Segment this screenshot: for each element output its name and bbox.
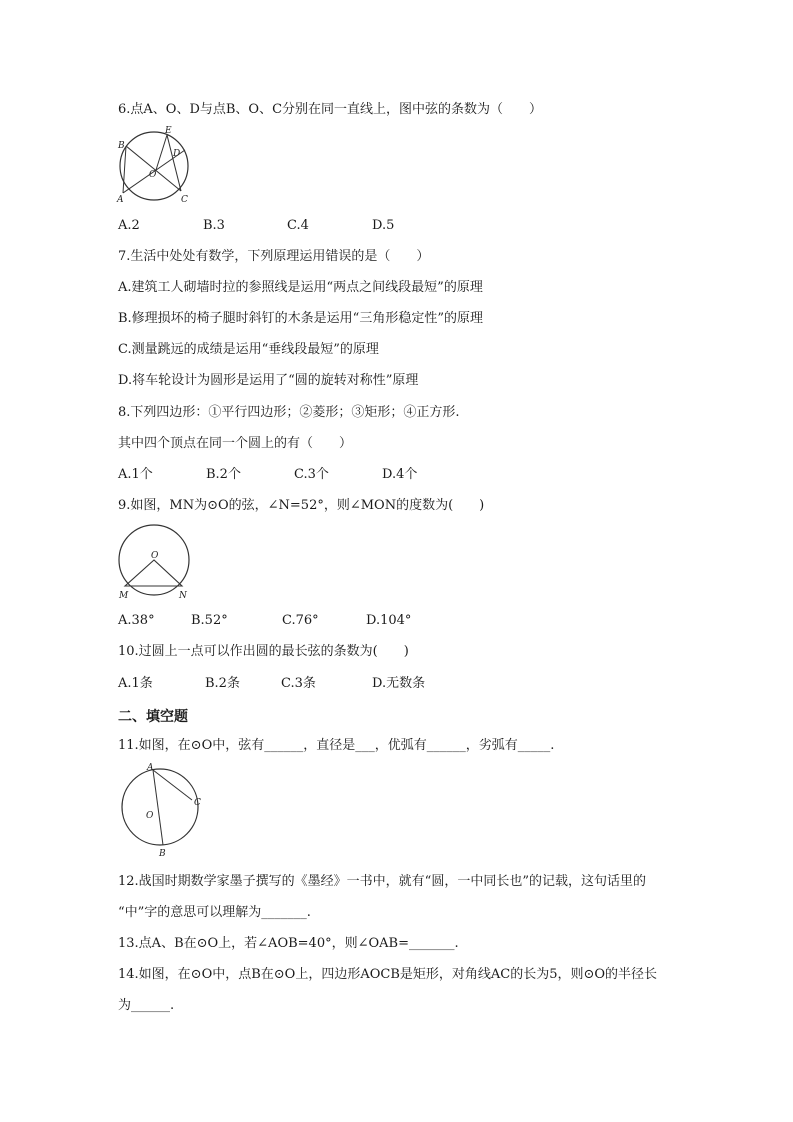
q6-segment-eo [156,135,167,170]
q9-option-c: C.76° [282,613,319,628]
q6-option-d: D.5 [372,218,395,233]
section-fill-in-title: 二、填空题 [118,709,188,725]
q9-option-d: D.104° [366,613,412,628]
q9-label-o: O [151,551,159,561]
q7-option-b: B.修理损坏的椅子腿时斜钉的木条是运用“三角形稳定性”的原理 [118,311,483,326]
q11-circle [122,769,198,845]
q6-label-b: B [118,141,125,151]
q6-option-c: C.4 [287,218,309,233]
q8-option-b: B.2个 [206,467,241,482]
q8-option-c: C.3个 [294,467,329,482]
q8-option-a: A.1个 [118,467,153,482]
q8-stem-continued: 其中四个顶点在同一个圆上的有（ ） [118,436,353,451]
q6-label-a: A [117,195,124,205]
q7-option-a: A.建筑工人砌墙时拉的参照线是运用“两点之间线段最短”的原理 [118,280,483,295]
q6-option-a: A.2 [118,218,140,233]
q11-label-o: O [146,811,154,821]
q10-option-c: C.3条 [281,676,316,691]
q9-stem: 9.如图，MN为⊙O的弦，∠N=52°，则∠MON的度数为( ) [118,498,485,513]
q6-option-b: B.3 [203,218,225,233]
q6-stem: 6.点A、O、D与点B、O、C分别在同一直线上，图中弦的条数为（ ） [118,102,543,117]
q7-option-c: C.测量跳远的成绩是运用“垂线段最短”的原理 [118,342,379,357]
q7-option-d: D.将车轮设计为圆形是运用了“圆的旋转对称性”原理 [118,373,419,388]
q6-label-c: C [181,195,188,205]
q7-stem: 7.生活中处处有数学，下列原理运用错误的是（ ） [118,249,430,264]
q9-figure [115,522,195,602]
q11-figure [114,762,209,857]
q6-figure [115,127,195,207]
q9-option-a: A.38° [118,613,155,628]
q9-triangle-omn [125,560,182,586]
q6-label-o: O [149,170,157,180]
q6-label-d: D [173,149,181,159]
q6-chord-ba [123,146,126,193]
q11-stem: 11.如图，在⊙O中，弦有______，直径是___，优弧有______，劣弧有_____. [118,738,555,753]
q6-circle [120,132,188,200]
q14-line2: 为______. [118,998,175,1013]
q10-stem: 10.过圆上一点可以作出圆的最长弦的条数为( ) [118,644,409,659]
q11-label-a: A [147,763,154,773]
q9-option-b: B.52° [191,613,228,628]
q10-option-a: A.1条 [118,676,153,691]
q11-diameter-ab [153,770,163,845]
q9-label-m: M [119,591,129,601]
q10-option-d: D.无数条 [372,676,426,691]
q13-stem: 13.点A、B在⊙O上，若∠AOB=40°，则∠OAB=_______. [118,936,459,951]
q10-option-b: B.2条 [205,676,240,691]
q12-line2: “中”字的意思可以理解为_______. [118,905,311,920]
q14-line1: 14.如图，在⊙O中，点B在⊙O上，四边形AOCB是矩形，对角线AC的长为5，则⊙O的半径长 [118,967,658,982]
q11-label-b: B [159,849,166,859]
q8-stem: 8.下列四边形：①平行四边形；②菱形；③矩形；④正方形. [118,405,460,420]
q6-label-e: E [165,126,172,136]
q12-line1: 12.战国时期数学家墨子撰写的《墨经》一书中，就有“圆，一中同长也”的记载，这句话里的 [118,874,646,889]
q8-option-d: D.4个 [382,467,418,482]
q11-label-c: C [194,798,201,808]
q11-chord-ac [153,770,192,800]
q9-label-n: N [179,591,187,601]
